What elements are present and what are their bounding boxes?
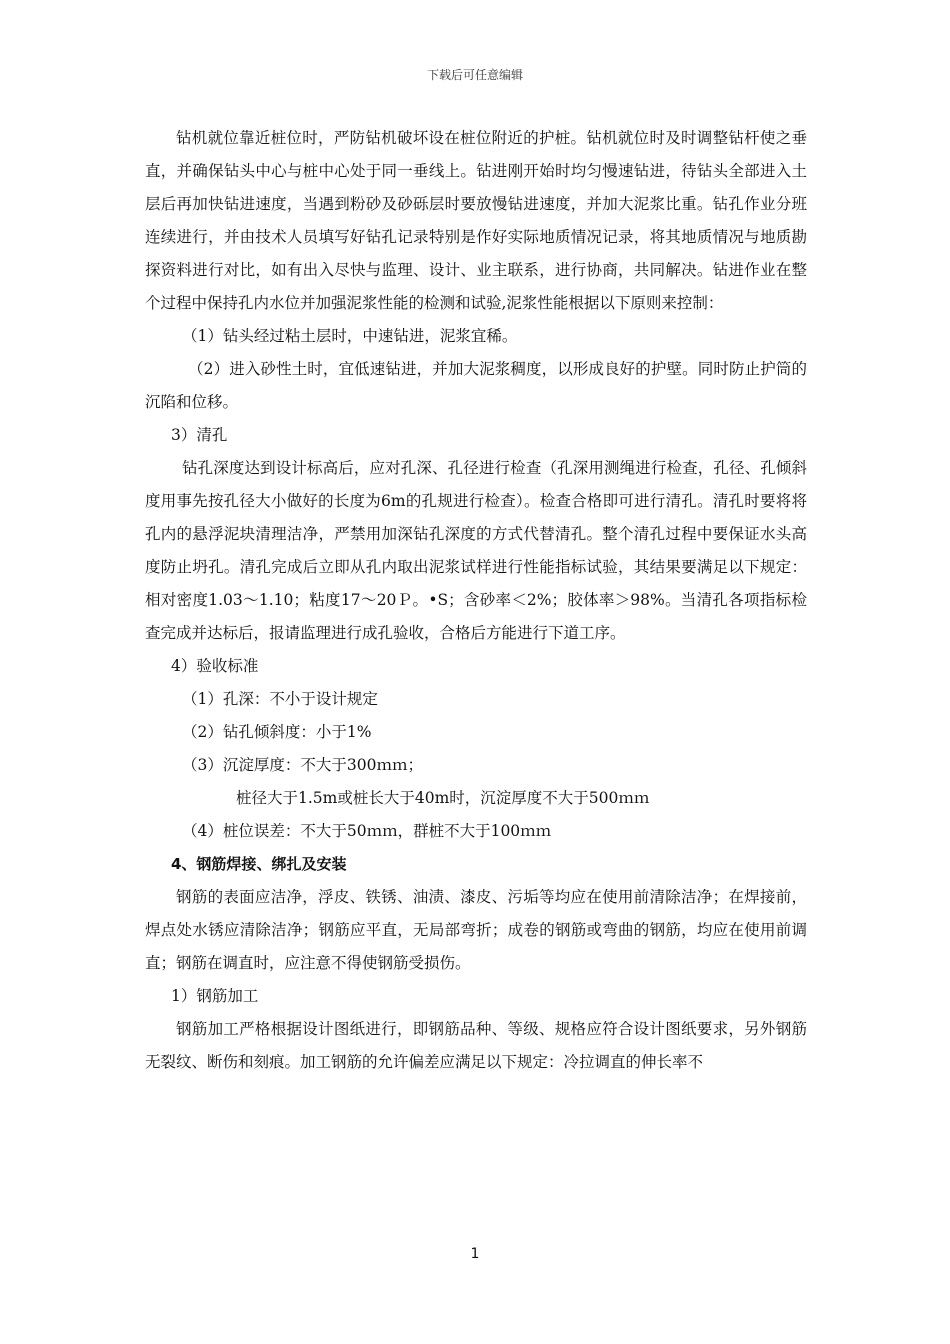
page-number: 1	[470, 1246, 480, 1262]
list-item-sand-layer: （2）进入砂性土时，宜低速钻进，并加大泥浆稠度，以形成良好的护壁。同时防止护筒的沉陷和位移。	[145, 360, 807, 411]
document-body	[145, 122, 807, 1079]
section-heading-rebar: 4、钢筋焊接、绑扎及安装	[171, 855, 347, 873]
list-item-sediment-note: 桩径大于1.5m或桩长大于40m时，沉淀厚度不大于500ｍｍ	[236, 789, 650, 807]
list-item-clay-layer: （1）钻头经过粘土层时，中速钻进，泥浆宜稀。	[182, 327, 518, 345]
section-heading-rebar-processing: 1）钢筋加工	[171, 987, 259, 1005]
page-header: 下载后可任意编辑	[426, 68, 523, 82]
paragraph-rebar-processing: 钢筋加工严格根据设计图纸进行，即钢筋品种、等级、规格应符合设计图纸要求，另外钢筋无裂纹、断伤和刻痕。加工钢筋的允许偏差应满足以下规定：冷拉调直的伸长率不	[145, 1020, 807, 1071]
section-heading-cleaning: 3）清孔	[171, 426, 228, 444]
list-item-sediment: （3）沉淀厚度：不大于300ｍｍ；	[182, 756, 423, 774]
paragraph-rebar-surface: 钢筋的表面应洁净，浮皮、铁锈、油渍、漆皮、污垢等均应在使用前清除洁净；在焊接前，焊点处水锈应清除洁净；钢筋应平直，无局部弯折；成卷的钢筋或弯曲的钢筋，均应在使用前调直；钢筋在调直时，应注意不得使钢筋受损伤。	[145, 888, 807, 972]
list-item-inclination: （2）钻孔倾斜度：小于1%	[182, 723, 372, 741]
section-heading-acceptance: 4）验收标准	[171, 657, 259, 675]
list-item-depth: （1）孔深：不小于设计规定	[182, 690, 378, 708]
paragraph-drilling: 钻机就位靠近桩位时，严防钻机破坏设在桩位附近的护桩。钻机就位时及时调整钻杆使之垂直，并确保钻头中心与桩中心处于同一垂线上。钻进刚开始时均匀慢速钻进，待钻头全部进入土层后再加快钻进速度，当遇到粉砂及砂砾层时要放慢钻进速度，并加大泥浆比重。钻孔作业分班连续进行，并由技术人员填写好钻孔记录特别是作好实际地质情况记录，将其地质情况与地质勘探资料进行对比，如有出入尽快与监理、设计、业主联系，进行协商，共同解决。钻进作业在整个过程中保持孔内水位并加强泥浆性能的检测和试验,泥浆性能根据以下原则来控制：	[145, 129, 807, 312]
paragraph-cleaning: 钻孔深度达到设计标高后，应对孔深、孔径进行检查（孔深用测绳进行检查，孔径、孔倾斜度用事先按孔径大小做好的长度为6m的孔规进行检查）。检查合格即可进行清孔。清孔时要将将孔内的悬浮泥块清理洁净，严禁用加深钻孔深度的方式代替清孔。整个清孔过程中要保证水头高度防止坍孔。清孔完成后立即从孔内取出泥浆试样进行性能指标试验，其结果要满足以下规定：相对密度1.03～1.10；粘度17～20Ｐ。•S；含砂率＜2%；胶体率＞98%。当清孔各项指标检查完成并达标后，报请监理进行成孔验收，合格后方能进行下道工序。	[145, 459, 807, 642]
list-item-position-error: （4）桩位误差：不大于50ｍｍ，群桩不大于100ｍｍ	[182, 822, 552, 840]
